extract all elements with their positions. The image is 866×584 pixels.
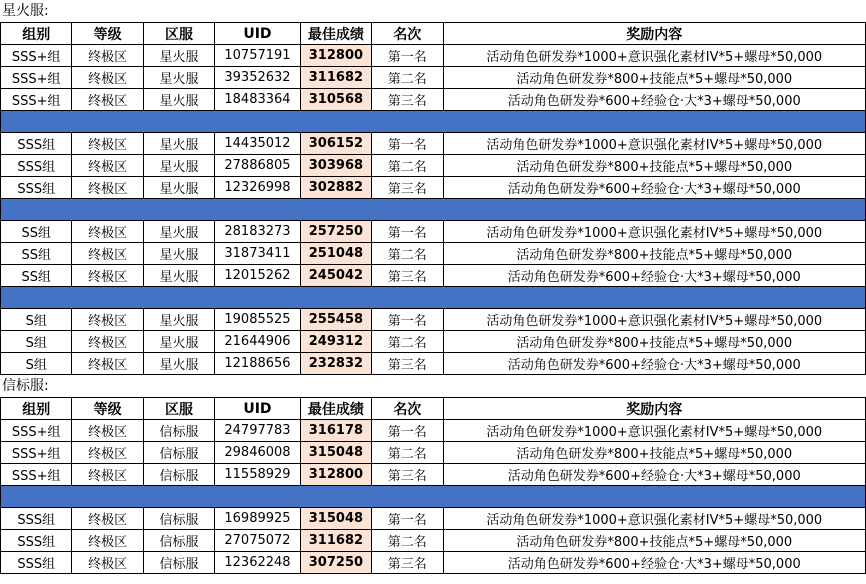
header-row	[1, 398, 866, 420]
level-cell: 终极区	[72, 420, 143, 442]
server-cell: 星火服	[143, 265, 214, 287]
table-row	[1, 331, 866, 353]
reward-cell: 活动角色研发券*600+经验仓·大*3+螺母*50,000	[443, 89, 865, 111]
score-cell: 306152	[300, 133, 371, 155]
level-cell: 终极区	[72, 353, 143, 375]
server-cell: 星火服	[143, 331, 214, 353]
group-cell: SSS+组	[1, 45, 72, 67]
reward-cell: 活动角色研发券*800+技能点*5+螺母*50,000	[443, 67, 865, 89]
group-cell: SSS+组	[1, 420, 72, 442]
uid-cell: 12362248	[215, 552, 300, 574]
group-cell: S组	[1, 353, 72, 375]
separator-band	[1, 199, 866, 221]
table-row	[1, 89, 866, 111]
level-cell: 终极区	[72, 309, 143, 331]
uid-cell: 12188656	[215, 353, 300, 375]
reward-cell: 活动角色研发券*1000+意识强化素材IV*5+螺母*50,000	[443, 133, 865, 155]
separator-band	[1, 111, 866, 133]
uid-cell: 18483364	[215, 89, 300, 111]
rank-cell: 第三名	[372, 353, 443, 375]
server-cell: 星火服	[143, 221, 214, 243]
column-header: 区服	[143, 23, 214, 45]
rank-cell: 第一名	[372, 309, 443, 331]
reward-cell: 活动角色研发券*600+经验仓·大*3+螺母*50,000	[443, 464, 865, 486]
header-row	[1, 23, 866, 45]
group-cell: SSS组	[1, 155, 72, 177]
table-row	[1, 552, 866, 574]
group-cell: S组	[1, 331, 72, 353]
column-header: 最佳成绩	[300, 23, 371, 45]
uid-cell: 29846008	[215, 442, 300, 464]
table-row	[1, 133, 866, 155]
rank-cell: 第二名	[372, 530, 443, 552]
score-cell: 255458	[300, 309, 371, 331]
uid-cell: 19085525	[215, 309, 300, 331]
column-header: 奖励内容	[443, 398, 865, 420]
reward-cell: 活动角色研发券*800+技能点*5+螺母*50,000	[443, 331, 865, 353]
table-row	[1, 508, 866, 530]
reward-cell: 活动角色研发券*600+经验仓·大*3+螺母*50,000	[443, 552, 865, 574]
server-cell: 信标服	[143, 508, 214, 530]
rank-cell: 第二名	[372, 155, 443, 177]
score-cell: 257250	[300, 221, 371, 243]
table-row	[1, 442, 866, 464]
level-cell: 终极区	[72, 177, 143, 199]
level-cell: 终极区	[72, 45, 143, 67]
reward-cell: 活动角色研发券*1000+意识强化素材IV*5+螺母*50,000	[443, 45, 865, 67]
group-cell: S组	[1, 309, 72, 331]
server-cell: 信标服	[143, 420, 214, 442]
group-cell: SSS组	[1, 530, 72, 552]
table-row	[1, 309, 866, 331]
reward-cell: 活动角色研发券*600+经验仓·大*3+螺母*50,000	[443, 177, 865, 199]
group-cell: SSS+组	[1, 67, 72, 89]
uid-cell: 12326998	[215, 177, 300, 199]
group-cell: SSS组	[1, 177, 72, 199]
score-cell: 232832	[300, 353, 371, 375]
score-cell: 315048	[300, 442, 371, 464]
uid-cell: 28183273	[215, 221, 300, 243]
level-cell: 终极区	[72, 552, 143, 574]
group-separator	[1, 486, 866, 508]
reward-cell: 活动角色研发券*800+技能点*5+螺母*50,000	[443, 155, 865, 177]
score-cell: 312800	[300, 464, 371, 486]
rank-cell: 第三名	[372, 464, 443, 486]
rank-cell: 第二名	[372, 67, 443, 89]
level-cell: 终极区	[72, 89, 143, 111]
server-cell: 星火服	[143, 155, 214, 177]
server-cell: 信标服	[143, 552, 214, 574]
rank-cell: 第三名	[372, 177, 443, 199]
column-header: UID	[215, 398, 300, 420]
score-cell: 251048	[300, 243, 371, 265]
column-header: 等级	[72, 398, 143, 420]
column-header: 名次	[372, 398, 443, 420]
score-cell: 310568	[300, 89, 371, 111]
score-cell: 316178	[300, 420, 371, 442]
group-separator	[1, 111, 866, 133]
level-cell: 终极区	[72, 221, 143, 243]
reward-cell: 活动角色研发券*800+技能点*5+螺母*50,000	[443, 530, 865, 552]
group-cell: SSS组	[1, 552, 72, 574]
table-row	[1, 45, 866, 67]
server-cell: 信标服	[143, 530, 214, 552]
score-cell: 245042	[300, 265, 371, 287]
score-cell: 311682	[300, 67, 371, 89]
rank-cell: 第一名	[372, 133, 443, 155]
level-cell: 终极区	[72, 530, 143, 552]
score-cell: 312800	[300, 45, 371, 67]
group-cell: SS组	[1, 243, 72, 265]
level-cell: 终极区	[72, 265, 143, 287]
ranking-table	[0, 22, 866, 375]
reward-cell: 活动角色研发券*800+技能点*5+螺母*50,000	[443, 442, 865, 464]
group-cell: SS组	[1, 265, 72, 287]
server-cell: 信标服	[143, 464, 214, 486]
uid-cell: 24797783	[215, 420, 300, 442]
score-cell: 315048	[300, 508, 371, 530]
level-cell: 终极区	[72, 243, 143, 265]
uid-cell: 27886805	[215, 155, 300, 177]
rank-cell: 第二名	[372, 243, 443, 265]
rank-cell: 第三名	[372, 265, 443, 287]
table-row	[1, 177, 866, 199]
server-cell: 星火服	[143, 45, 214, 67]
rank-cell: 第一名	[372, 508, 443, 530]
score-cell: 302882	[300, 177, 371, 199]
table-row	[1, 530, 866, 552]
score-cell: 249312	[300, 331, 371, 353]
section-title: 信标服:	[2, 378, 49, 394]
reward-cell: 活动角色研发券*600+经验仓·大*3+螺母*50,000	[443, 353, 865, 375]
level-cell: 终极区	[72, 442, 143, 464]
group-cell: SSS+组	[1, 464, 72, 486]
server-cell: 星火服	[143, 89, 214, 111]
table-row	[1, 243, 866, 265]
server-cell: 星火服	[143, 309, 214, 331]
uid-cell: 39352632	[215, 67, 300, 89]
group-cell: SS组	[1, 221, 72, 243]
table-row	[1, 67, 866, 89]
table-row	[1, 155, 866, 177]
rank-cell: 第一名	[372, 420, 443, 442]
level-cell: 终极区	[72, 331, 143, 353]
group-cell: SSS+组	[1, 89, 72, 111]
table-row	[1, 464, 866, 486]
rank-cell: 第三名	[372, 89, 443, 111]
uid-cell: 11558929	[215, 464, 300, 486]
table-row	[1, 221, 866, 243]
column-header: 区服	[143, 398, 214, 420]
level-cell: 终极区	[72, 133, 143, 155]
reward-cell: 活动角色研发券*600+经验仓·大*3+螺母*50,000	[443, 265, 865, 287]
group-separator	[1, 199, 866, 221]
uid-cell: 14435012	[215, 133, 300, 155]
score-cell: 303968	[300, 155, 371, 177]
uid-cell: 21644906	[215, 331, 300, 353]
group-cell: SSS组	[1, 133, 72, 155]
server-cell: 星火服	[143, 67, 214, 89]
table-row	[1, 265, 866, 287]
separator-band	[1, 287, 866, 309]
uid-cell: 10757191	[215, 45, 300, 67]
rank-cell: 第一名	[372, 221, 443, 243]
uid-cell: 27075072	[215, 530, 300, 552]
section-title: 星火服:	[2, 3, 49, 19]
group-cell: SSS+组	[1, 442, 72, 464]
table-row	[1, 420, 866, 442]
uid-cell: 31873411	[215, 243, 300, 265]
column-header: 等级	[72, 23, 143, 45]
level-cell: 终极区	[72, 508, 143, 530]
separator-band	[1, 486, 866, 508]
server-cell: 星火服	[143, 133, 214, 155]
server-cell: 星火服	[143, 243, 214, 265]
level-cell: 终极区	[72, 155, 143, 177]
ranking-table	[0, 397, 866, 574]
rank-cell: 第一名	[372, 45, 443, 67]
level-cell: 终极区	[72, 67, 143, 89]
table-row	[1, 353, 866, 375]
score-cell: 307250	[300, 552, 371, 574]
reward-cell: 活动角色研发券*1000+意识强化素材IV*5+螺母*50,000	[443, 420, 865, 442]
reward-cell: 活动角色研发券*1000+意识强化素材IV*5+螺母*50,000	[443, 221, 865, 243]
reward-cell: 活动角色研发券*1000+意识强化素材IV*5+螺母*50,000	[443, 309, 865, 331]
group-cell: SSS组	[1, 508, 72, 530]
column-header: 奖励内容	[443, 23, 865, 45]
rank-cell: 第三名	[372, 552, 443, 574]
uid-cell: 16989925	[215, 508, 300, 530]
server-cell: 星火服	[143, 353, 214, 375]
level-cell: 终极区	[72, 464, 143, 486]
group-separator	[1, 287, 866, 309]
reward-cell: 活动角色研发券*800+技能点*5+螺母*50,000	[443, 243, 865, 265]
score-cell: 311682	[300, 530, 371, 552]
column-header: 名次	[372, 23, 443, 45]
column-header: 最佳成绩	[300, 398, 371, 420]
uid-cell: 12015262	[215, 265, 300, 287]
server-cell: 信标服	[143, 442, 214, 464]
server-cell: 星火服	[143, 177, 214, 199]
rank-cell: 第二名	[372, 442, 443, 464]
column-header: UID	[215, 23, 300, 45]
reward-cell: 活动角色研发券*1000+意识强化素材IV*5+螺母*50,000	[443, 508, 865, 530]
column-header: 组别	[1, 398, 72, 420]
column-header: 组别	[1, 23, 72, 45]
rank-cell: 第二名	[372, 331, 443, 353]
